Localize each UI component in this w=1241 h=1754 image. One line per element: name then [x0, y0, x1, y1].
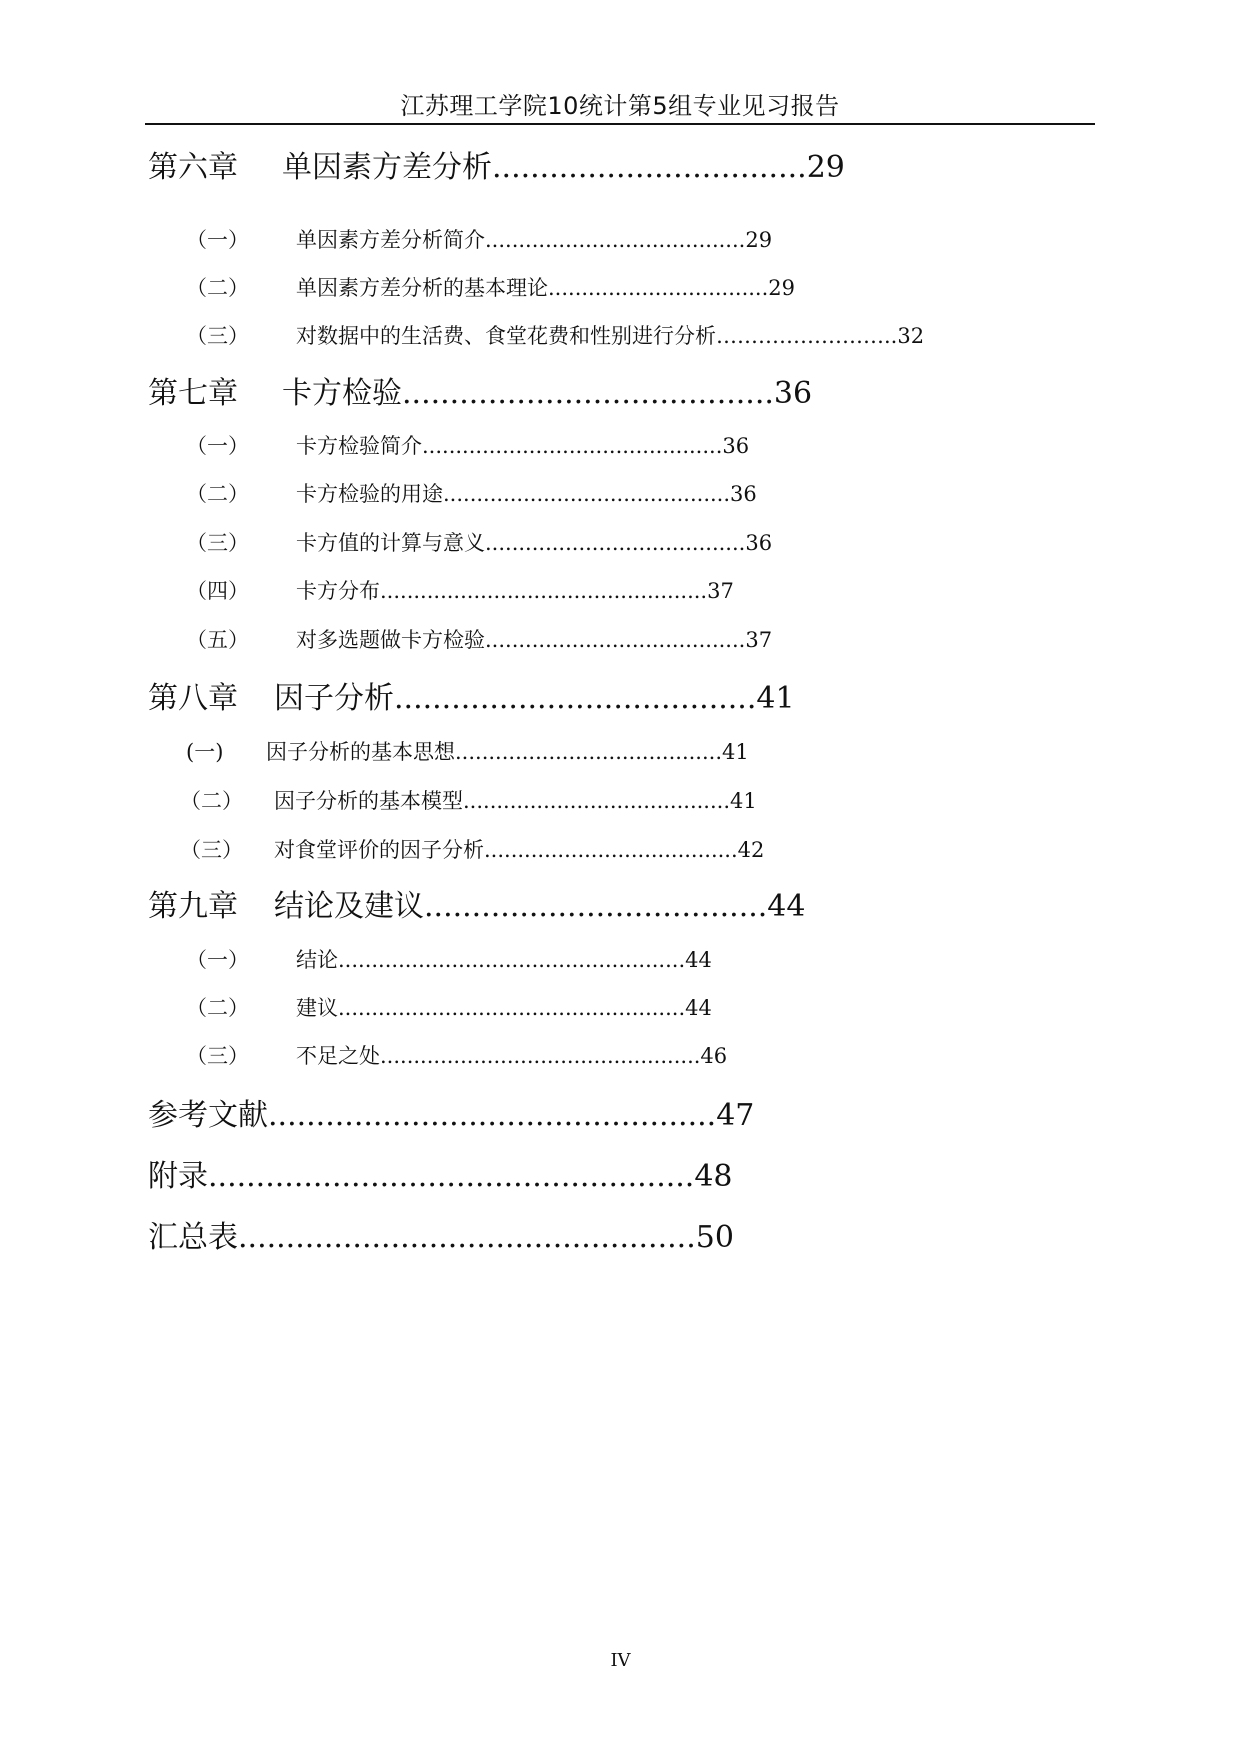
section-8-2-title: 因子分析的基本模型........................................41 — [274, 789, 757, 813]
chapter-7-number: 第七章 — [148, 376, 238, 411]
section-6-2-title: 单因素方差分析的基本理论.................................29 — [296, 276, 796, 300]
header-divider — [145, 123, 1095, 125]
chapter-6-title: 单因素方差分析.................................29 — [282, 150, 845, 185]
chapter-7-title: 卡方检验.......................................36 — [282, 376, 813, 411]
section-8-3-title: 对食堂评价的因子分析......................................42 — [274, 838, 765, 862]
section-7-3-number: （三） — [186, 531, 249, 555]
section-6-3-title: 对数据中的生活费、食堂花费和性别进行分析……………………..32 — [296, 324, 925, 348]
chapter-6-number: 第六章 — [148, 150, 238, 185]
section-6-3-number: （三） — [186, 324, 249, 348]
section-7-4-number: （四） — [186, 579, 249, 603]
section-8-2-number: （二） — [180, 789, 243, 813]
section-7-4-title: 卡方分布.................................................37 — [296, 579, 734, 603]
appendix-title: 附录...................................................48 — [148, 1159, 733, 1194]
summary-table-title: 汇总表................................................50 — [148, 1220, 734, 1255]
section-7-2-number: （二） — [186, 482, 249, 506]
section-8-1-title: 因子分析的基本思想........................................41 — [266, 740, 749, 764]
chapter-9-number: 第九章 — [148, 889, 238, 924]
chapter-9-title: 结论及建议....................................44 — [274, 889, 806, 924]
section-8-3-number: （三） — [180, 838, 243, 862]
section-9-3-number: （三） — [186, 1044, 249, 1068]
section-7-5-number: （五） — [186, 628, 249, 652]
section-8-1-number: (一) — [186, 740, 224, 764]
chapter-8-number: 第八章 — [148, 681, 238, 716]
section-7-5-title: 对多选题做卡方检验.......................................37 — [296, 628, 773, 652]
section-9-3-title: 不足之处................................................46 — [296, 1044, 728, 1068]
section-7-3-title: 卡方值的计算与意义.......................................36 — [296, 531, 773, 555]
section-9-2-title: 建议....................................................44 — [296, 996, 712, 1020]
section-9-1-number: （一） — [186, 948, 249, 972]
section-7-1-number: （一） — [186, 434, 249, 458]
references-title: 参考文献...............................................47 — [148, 1098, 755, 1133]
section-6-1-number: （一） — [186, 228, 249, 252]
section-6-1-title: 单因素方差分析简介.......................................29 — [296, 228, 773, 252]
section-9-2-number: （二） — [186, 996, 249, 1020]
section-7-2-title: 卡方检验的用途...........................................36 — [296, 482, 757, 506]
section-7-1-title: 卡方检验简介.............................................36 — [296, 434, 750, 458]
section-9-1-title: 结论....................................................44 — [296, 948, 712, 972]
page-header: 江苏理工学院10统计第5组专业见习报告 — [400, 92, 840, 120]
page-number: IV — [610, 1650, 631, 1671]
section-6-2-number: （二） — [186, 276, 249, 300]
chapter-8-title: 因子分析......................................41 — [274, 681, 795, 716]
